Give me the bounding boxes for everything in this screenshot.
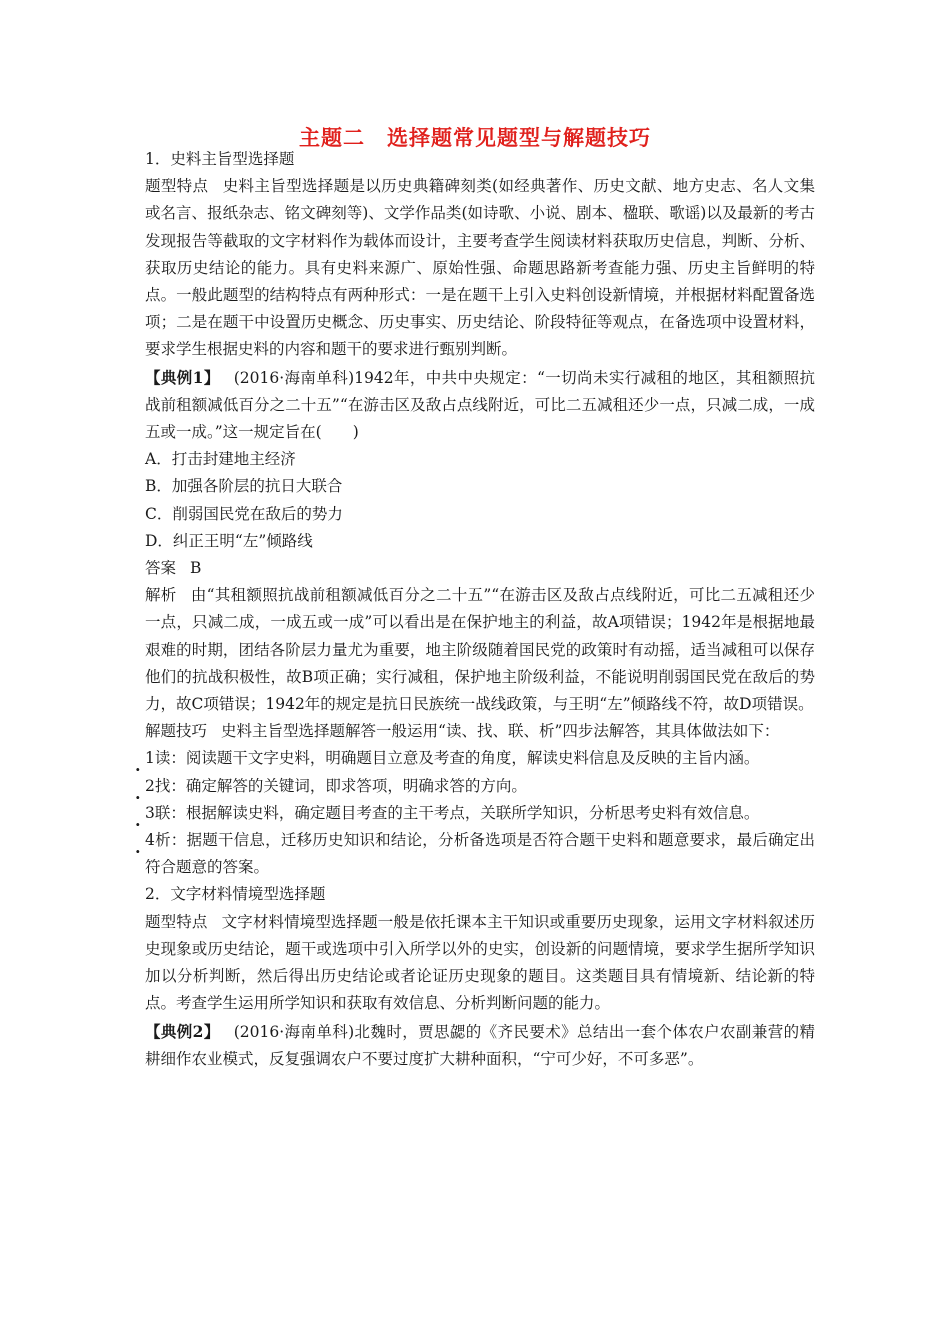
analysis-label: 解析: [145, 586, 177, 605]
skills-intro: 史料主旨型选择题解答一般运用“读、找、联、析”四步法解答，其具体做法如下：: [221, 722, 780, 741]
step-2: [135, 773, 815, 803]
document-body: [135, 146, 815, 1073]
example2: [145, 1018, 815, 1073]
features-label: 题型特点: [145, 912, 208, 931]
answer-line: [145, 555, 815, 582]
step-text: 联：根据解读史料，确定题目考查的主干考点，关联所学知识，分析思考史料有效信息。: [154, 803, 760, 822]
emphasis-dot: .: [135, 838, 141, 858]
features-label: 题型特点: [145, 177, 209, 196]
option-b: B．加强各阶层的抗日大联合: [145, 477, 343, 496]
example2-label: 【典例2】: [145, 1021, 220, 1041]
example1-label: 【典例1】: [145, 367, 220, 387]
answer-label: 答案: [145, 559, 177, 578]
page-title: 主题二 选择题常见题型与解题技巧: [299, 126, 651, 150]
example2-text: (2016·海南单科)北魏时，贾思勰的《齐民要术》总结出一套个体农户农副兼营的精耕细作农业模式，反复强调农户不要过度扩大耕种面积，“宁可少好，不可多恶”。: [145, 1022, 815, 1068]
step-text: 找：确定解答的关键词，即求答项，明确求答的方向。: [154, 776, 527, 795]
analysis: [145, 582, 815, 718]
option-d: D．纠正王明“左”倾路线: [145, 531, 313, 550]
step-num: 2: [145, 776, 155, 795]
emphasis-dot: .: [135, 756, 141, 776]
features-text: 文字材料情境型选择题一般是依托课本主干知识或重要历史现象，运用文字材料叙述历史现象或历史结论，题干或选项中引入所学以外的史实，创设新的问题情境，要求学生据所学知识加以分析判断，然后得出历史结论或者论证历史现象的题目。这类题目具有情境新、结论新的特点。考查学生运用所学知识和获取有效信息、分析判断问题的能力。: [145, 912, 815, 1013]
emphasis-dot: .: [135, 783, 141, 803]
step-num: 3: [145, 803, 155, 822]
step-text: 析：据题干信息，迁移历史知识和结论，分析备选项是否符合题干史料和题意要求，最后确定出符合题意的答案。: [145, 831, 815, 877]
step-num: 1: [145, 749, 155, 768]
option-a: A．打击封建地主经济: [145, 450, 296, 469]
example1: [145, 364, 815, 447]
step-3: [135, 800, 815, 830]
step-1: [135, 745, 815, 776]
section1-features: [145, 173, 815, 363]
analysis-text: 由“其租额照抗战前租额减低百分之二十五”“在游击区及敌占点线附近，可比二五减租还少一点，只减二成，一成五或一成”可以看出是在保护地主的利益，故A项错误；1942年是根据地最艰难的时期，团结各阶层力量尤为重要，地主阶级随着国民党的政策时有动摇，适当减租可以保存他们的抗战积极性，故B项正确；实行减租，保护地主阶级利益，不能说明削弱国民党在敌后的势力，故C项错误；1942年的规定是抗日民族统一战线政策，与王明“左”倾路线不符，故D项错误。: [145, 586, 815, 714]
answer-value: B: [190, 559, 202, 578]
section1-heading: 1．史料主旨型选择题: [145, 150, 295, 168]
emphasis-dot: .: [135, 810, 141, 830]
section2-heading: 2．文字材料情境型选择题: [145, 885, 326, 904]
example1-text: (2016·海南单科)1942年，中共中央规定：“一切尚未实行减租的地区，其租额照抗战前租额减低百分之二十五”“在游击区及敌占点线附近，可比二五减租还少一点，只减二成，一成五或一成。”这一规定旨在( ): [145, 368, 815, 442]
step-4: [135, 827, 815, 881]
section2-features: [145, 909, 815, 1018]
option-c: C．削弱国民党在敌后的势力: [145, 504, 343, 523]
skills: [145, 718, 815, 745]
skills-label: 解题技巧: [145, 722, 208, 741]
features-text: 史料主旨型选择题是以历史典籍碑刻类(如经典著作、历史文献、地方史志、名人文集或名言、报纸杂志、铭文碑刻等)、文学作品类(如诗歌、小说、剧本、楹联、歌谣)以及最新的考古发现报告等截取的文字材料作为载体而设计，主要考查学生阅读材料获取历史信息，判断、分析、获取历史结论的能力。具有史料来源广、原始性强、命题思路新考查能力强、历史主旨鲜明的特点。一般此题型的结构特点有两种形式：一是在题干上引入史料创设新情境，并根据材料配置备选项；二是在题干中设置历史概念、历史事实、历史结论、阶段特征等观点，在备选项中设置材料，要求学生根据史料的内容和题干的要求进行甄别判断。: [145, 177, 815, 359]
step-num: 4: [145, 831, 155, 850]
step-text: 读：阅读题干文字史料，明确题目立意及考查的角度，解读史料信息及反映的主旨内涵。: [154, 749, 760, 768]
